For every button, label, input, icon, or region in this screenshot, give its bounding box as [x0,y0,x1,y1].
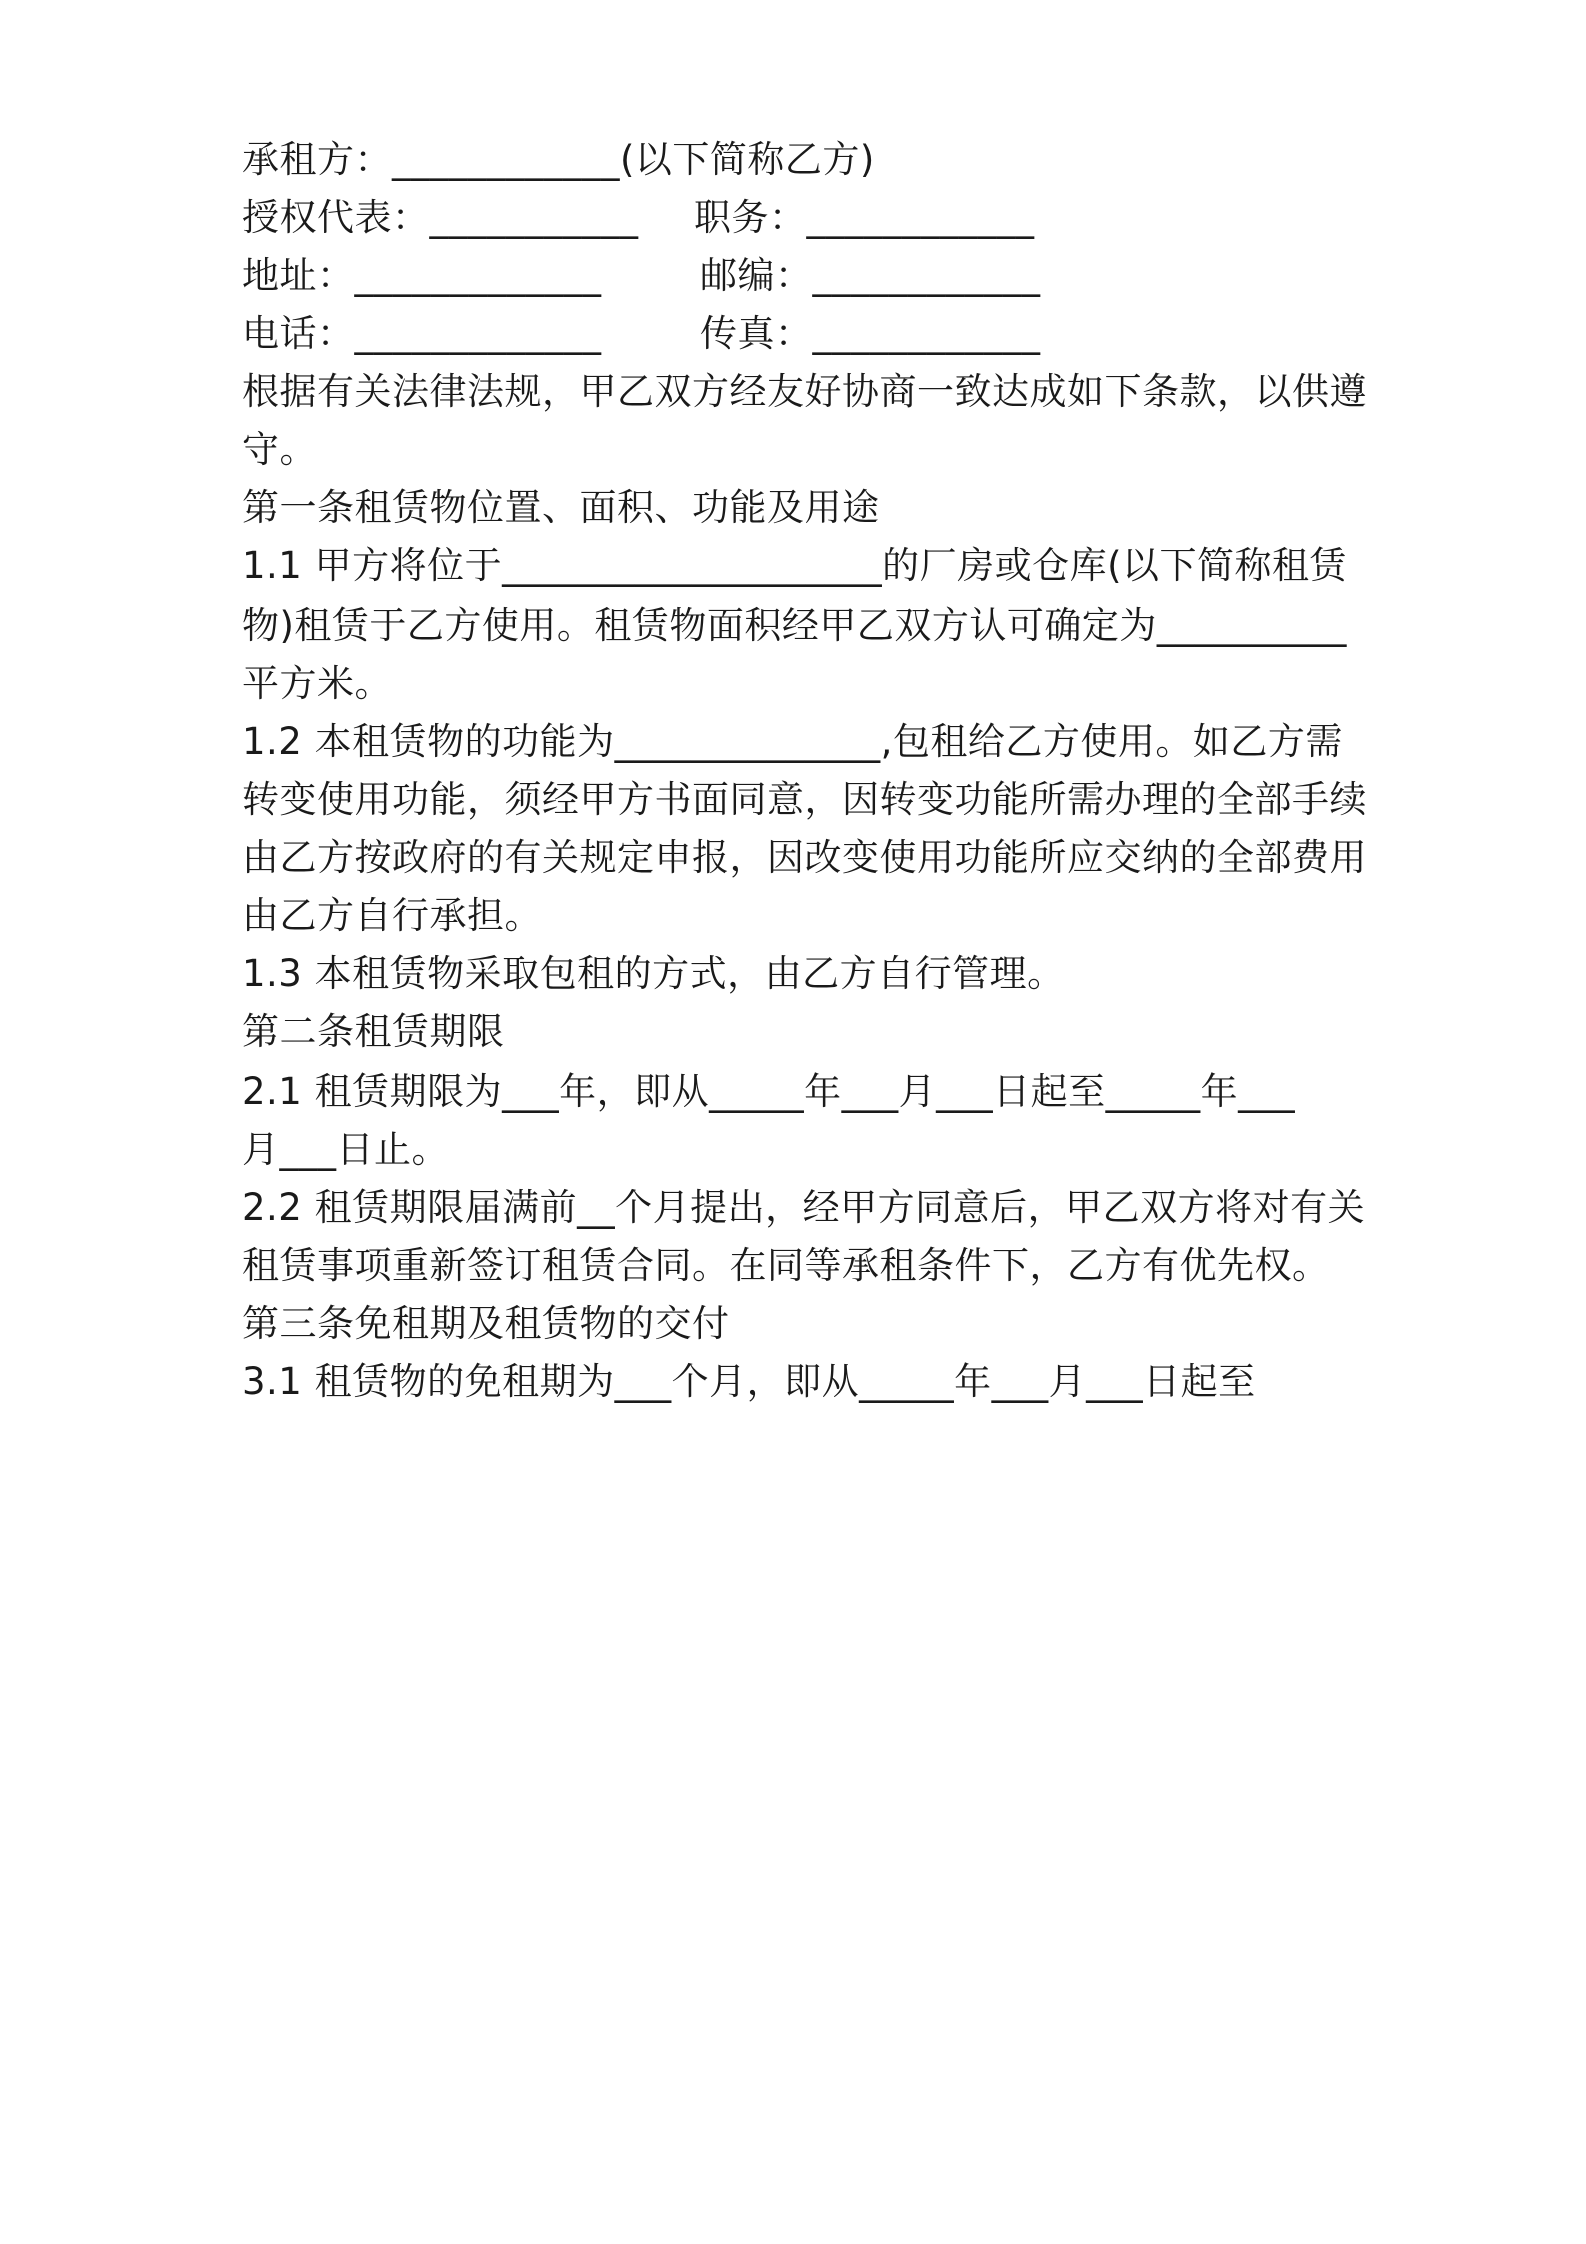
clause-2-2-line-2: 租赁事项重新签订租赁合同。在同等承租条件下，乙方有优先权。 [242,1244,1330,1287]
clause-1-1-line-3: 平方米。 [242,662,392,705]
clause-2-1-line-1: 2.1 租赁期限为___年，即从_____年___月___日起至_____年___ [242,1070,1296,1113]
clause-1-1-line-1: 1.1 甲方将位于____________________的厂房或仓库(以下简称租赁 [242,544,1348,587]
article-2-title: 第二条租赁期限 [242,1010,505,1053]
article-3-title: 第三条免租期及租赁物的交付 [242,1302,730,1345]
clause-1-2-line-4: 由乙方自行承担。 [242,894,542,937]
clause-1-2-line-1: 1.2 本租赁物的功能为______________,包租给乙方使用。如乙方需 [242,720,1343,763]
clause-2-1-line-2: 月___日止。 [242,1128,449,1171]
position-field: 职务：____________ [694,196,1035,239]
clause-1-3: 1.3 本租赁物采取包租的方式，由乙方自行管理。 [242,952,1065,995]
clause-2-2-line-1: 2.2 租赁期限届满前__个月提出，经甲方同意后，甲乙双方将对有关 [242,1186,1366,1229]
postcode-field: 邮编：____________ [700,254,1041,297]
clause-1-2-line-3: 由乙方按政府的有关规定申报，因改变使用功能所应交纳的全部费用 [242,836,1367,879]
phone-field: 电话：_____________ [242,312,602,355]
clause-3-1-line-1: 3.1 租赁物的免租期为___个月，即从_____年___月___日起至 [242,1360,1256,1403]
lessee-line: 承租方：____________(以下简称乙方) [242,138,875,181]
preamble-line-1: 根据有关法律法规，甲乙双方经友好协商一致达成如下条款，以供遵 [242,370,1367,413]
preamble-line-2: 守。 [242,428,317,471]
article-1-title: 第一条租赁物位置、面积、功能及用途 [242,486,880,529]
representative-field: 授权代表：___________ [242,196,639,239]
address-field: 地址：_____________ [242,254,602,297]
clause-1-1-line-2: 物)租赁于乙方使用。租赁物面积经甲乙双方认可确定为__________ [242,604,1347,647]
clause-1-2-line-2: 转变使用功能，须经甲方书面同意，因转变功能所需办理的全部手续 [242,778,1367,821]
fax-field: 传真：____________ [700,312,1041,355]
